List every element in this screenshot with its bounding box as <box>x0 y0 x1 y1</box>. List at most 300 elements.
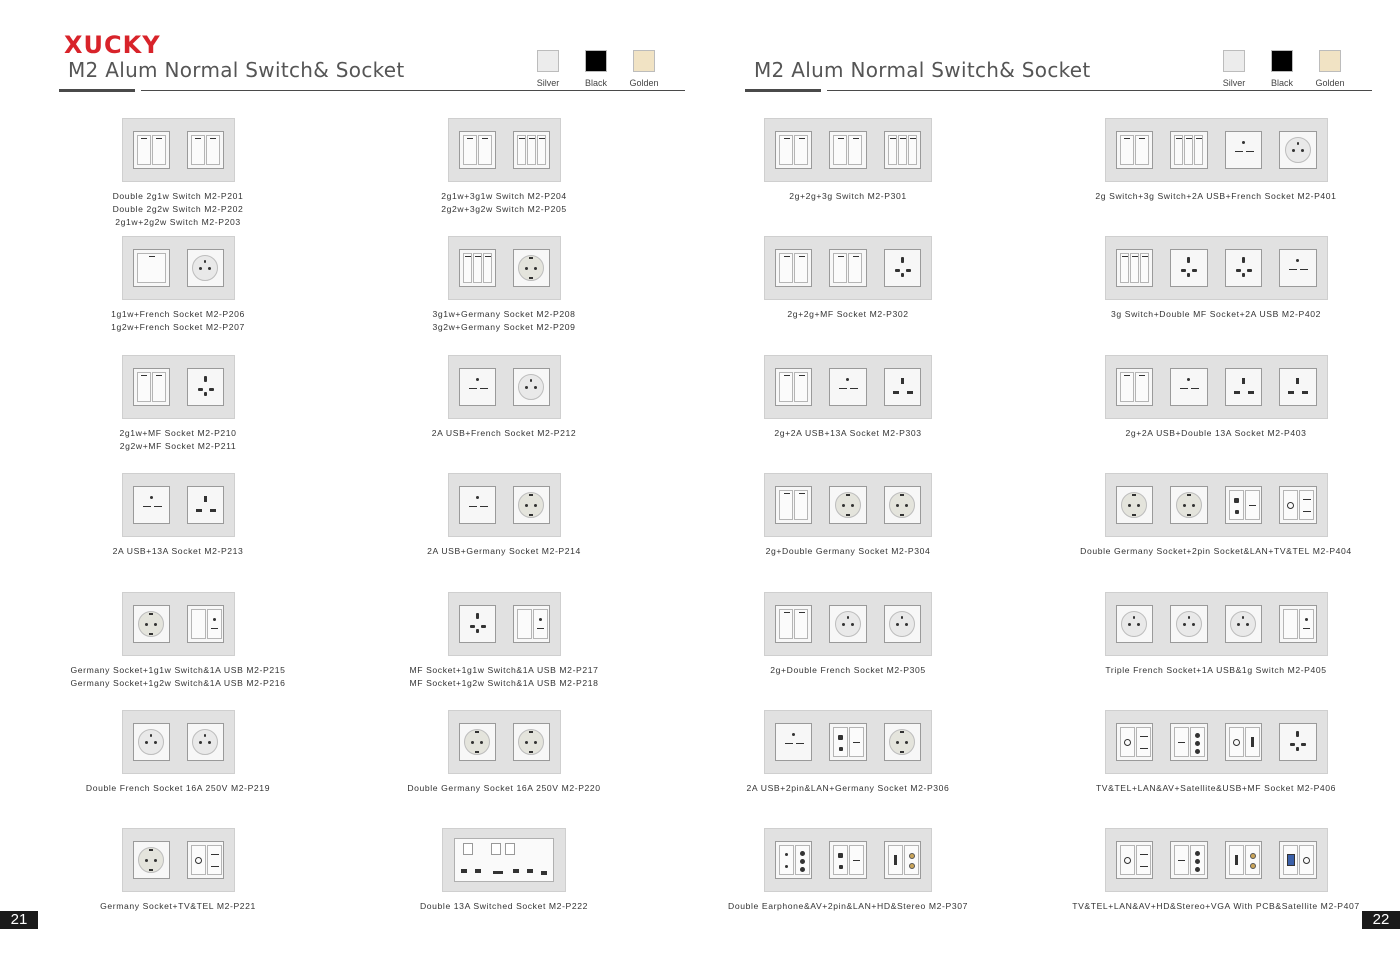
product-image <box>448 236 561 300</box>
swatch-label: Golden <box>629 78 659 88</box>
product-item <box>13 828 343 913</box>
pin <box>1128 623 1131 626</box>
pin <box>1183 504 1186 507</box>
pin <box>1187 494 1191 496</box>
rocker <box>1283 609 1298 639</box>
pin <box>1192 504 1195 507</box>
socket-face <box>1285 137 1311 163</box>
module-sw2 <box>775 368 812 406</box>
product-item <box>683 710 1013 795</box>
rocker <box>137 372 151 402</box>
product-image <box>764 236 932 300</box>
pin <box>1132 494 1136 496</box>
pin <box>847 616 849 619</box>
pin <box>1242 141 1245 144</box>
pin <box>1251 737 1254 747</box>
pin <box>156 138 162 139</box>
pin <box>476 496 479 499</box>
swatch-chip <box>1319 50 1341 72</box>
product-image <box>442 828 566 892</box>
rocker <box>517 609 532 639</box>
module-mf <box>1279 723 1317 761</box>
pin <box>799 256 805 257</box>
module-pinlan <box>829 723 866 761</box>
color-swatches <box>524 50 668 88</box>
product-image <box>764 710 932 774</box>
module-sw2 <box>775 605 812 643</box>
module-hdst <box>1225 841 1263 879</box>
pin <box>792 733 795 736</box>
pin <box>482 138 488 139</box>
module-de <box>513 486 550 524</box>
pin <box>1176 138 1182 139</box>
pin <box>534 386 537 389</box>
pin <box>1234 498 1239 503</box>
rocker <box>1299 490 1314 520</box>
pin <box>1128 504 1131 507</box>
product-item <box>1051 473 1381 558</box>
pin <box>469 388 477 389</box>
pin <box>785 865 788 868</box>
pin <box>1187 273 1190 277</box>
module-sw2 <box>775 131 812 169</box>
pin <box>893 391 899 394</box>
product-caption-line: 2A USB+2pin&LAN+Germany Socket M2-P306 <box>746 783 950 793</box>
pin <box>1178 742 1185 743</box>
pin <box>1183 623 1186 626</box>
module-de <box>1116 486 1154 524</box>
product-caption-line: 2g+Double Germany Socket M2-P304 <box>765 546 931 556</box>
rocker <box>848 135 862 165</box>
pin <box>529 514 533 516</box>
socket-face <box>464 729 490 755</box>
rocker <box>152 372 166 402</box>
pin <box>141 138 147 139</box>
product-caption <box>766 545 931 558</box>
pin <box>799 138 805 139</box>
pin <box>476 613 479 619</box>
pin <box>1192 269 1197 272</box>
swatch-chip <box>633 50 655 72</box>
rocker <box>537 135 546 165</box>
module-pinlan <box>829 841 866 879</box>
product-item <box>339 710 669 795</box>
product-caption-line: 2g2w+3g2w Switch M2-P205 <box>441 204 567 214</box>
product-caption <box>728 900 968 913</box>
pin <box>481 625 486 628</box>
product-caption-line: 2g Switch+3g Switch+2A USB+French Socket M2-P401 <box>1095 191 1337 201</box>
pin <box>525 504 528 507</box>
rocker <box>833 845 848 875</box>
module-fr <box>829 605 866 643</box>
product-caption <box>407 782 600 795</box>
module-usb <box>775 723 812 761</box>
page-title: M2 Alum Normal Switch& Socket <box>754 58 1091 82</box>
pin <box>838 256 844 257</box>
rocker <box>1120 372 1134 402</box>
product-image <box>764 118 932 182</box>
product-caption-line: Double 13A Switched Socket M2-P222 <box>419 901 588 911</box>
module-tvtel <box>1279 486 1317 524</box>
rocker <box>207 845 222 875</box>
module-tvtel <box>187 841 224 879</box>
title-rule <box>141 90 685 91</box>
product-image <box>122 118 235 182</box>
product-caption-line: 3g Switch+Double MF Socket+2A USB M2-P402 <box>1111 309 1321 319</box>
rocker <box>794 490 808 520</box>
swatch-silver <box>524 50 572 88</box>
pin <box>461 869 467 873</box>
module-sw2 <box>1116 131 1154 169</box>
pin <box>1178 860 1185 861</box>
swatch-black <box>1258 50 1306 88</box>
rocker <box>904 845 919 875</box>
product-item <box>1051 828 1381 913</box>
pin <box>1303 511 1311 512</box>
pin <box>150 496 153 499</box>
rocker <box>1135 372 1149 402</box>
pin <box>529 751 533 753</box>
product-image <box>1105 473 1328 537</box>
rocker <box>191 135 205 165</box>
pin <box>1124 138 1130 139</box>
pin <box>905 504 908 507</box>
module-tvtel <box>1116 723 1154 761</box>
module-de <box>133 841 170 879</box>
pin <box>1140 748 1148 749</box>
coax-port <box>1124 739 1131 746</box>
pin <box>480 506 488 507</box>
pin <box>471 741 474 744</box>
pin <box>149 256 155 257</box>
module-sw2 <box>1116 368 1154 406</box>
pin <box>900 514 904 516</box>
page-number: 22 <box>1362 911 1400 929</box>
pin <box>199 741 202 744</box>
module-usb <box>133 486 170 524</box>
pin <box>493 871 503 874</box>
product-image <box>1105 355 1328 419</box>
swatch-chip <box>585 50 607 72</box>
rocker <box>779 372 793 402</box>
pin <box>198 388 203 391</box>
pin <box>901 378 904 384</box>
pin <box>900 494 904 496</box>
product-caption <box>1096 782 1336 795</box>
pin <box>149 849 153 851</box>
pin <box>196 509 202 512</box>
pin <box>1187 378 1190 381</box>
socket-face <box>889 729 915 755</box>
rocker <box>1283 845 1298 875</box>
pin <box>1242 257 1245 263</box>
module-uk <box>884 368 921 406</box>
pin <box>799 375 805 376</box>
vga-port <box>1287 854 1295 866</box>
pin <box>1297 142 1299 145</box>
pin <box>210 138 216 139</box>
pin <box>838 138 844 139</box>
pin <box>537 628 544 629</box>
rocker <box>1136 845 1151 875</box>
switch-rocker <box>463 843 473 855</box>
rocker <box>848 253 862 283</box>
pin <box>1303 499 1311 500</box>
swatch-label: Black <box>584 78 607 88</box>
module-uk <box>1279 368 1317 406</box>
module-de <box>133 605 170 643</box>
rocker <box>1120 135 1134 165</box>
module-swusb <box>513 605 550 643</box>
rocker <box>1245 490 1260 520</box>
product-caption-line: 1g1w+French Socket M2-P206 <box>111 309 245 319</box>
product-caption-line: Germany Socket+TV&TEL M2-P221 <box>100 901 256 911</box>
pin <box>1242 616 1244 619</box>
pin <box>784 612 790 613</box>
pin <box>529 277 533 279</box>
page-title: M2 Alum Normal Switch& Socket <box>68 58 405 82</box>
pin <box>1122 256 1128 257</box>
pin <box>842 623 845 626</box>
switch-rocker <box>505 843 515 855</box>
right-page <box>700 0 1400 956</box>
product-caption <box>787 308 908 321</box>
product-caption <box>1072 900 1360 913</box>
module-de <box>1170 486 1208 524</box>
pin <box>1195 733 1200 738</box>
pin <box>851 623 854 626</box>
product-caption-line: Double Germany Socket 16A 250V M2-P220 <box>407 783 601 793</box>
product-caption-line: MF Socket+1g2w Switch&1A USB M2-P218 <box>409 678 599 688</box>
rocker <box>483 253 492 283</box>
pin <box>145 741 148 744</box>
product-caption <box>113 545 244 558</box>
rocker <box>1120 845 1135 875</box>
pin <box>838 853 843 858</box>
pin <box>525 267 528 270</box>
product-item <box>13 355 343 453</box>
product-caption-line: 2g+2g+MF Socket M2-P302 <box>787 309 909 319</box>
product-image <box>122 355 235 419</box>
pin <box>1195 859 1200 864</box>
pin <box>896 741 899 744</box>
pin <box>1191 388 1199 389</box>
rocker <box>191 845 206 875</box>
rocker <box>1229 845 1244 875</box>
pin <box>1296 731 1299 737</box>
rocker <box>1174 727 1189 757</box>
product-item <box>683 118 1013 203</box>
product-item <box>339 118 669 216</box>
pin <box>204 496 207 502</box>
rocker <box>152 135 166 165</box>
pin <box>784 375 790 376</box>
product-item <box>339 592 669 690</box>
pin <box>470 625 475 628</box>
pin <box>1132 256 1138 257</box>
rocker <box>1136 727 1151 757</box>
pin <box>1296 378 1299 384</box>
pin <box>204 376 207 382</box>
pin <box>1249 505 1256 506</box>
pin <box>842 504 845 507</box>
pin <box>1248 391 1254 394</box>
pin <box>900 751 904 753</box>
pin <box>1140 854 1148 855</box>
module-fr <box>1170 605 1208 643</box>
product-caption <box>1111 308 1321 321</box>
product-caption-line: 1g2w+French Socket M2-P207 <box>111 322 245 332</box>
pin <box>784 138 790 139</box>
product-caption-line: 2g+2A USB+13A Socket M2-P303 <box>774 428 922 438</box>
rocker <box>1229 490 1244 520</box>
pin <box>1296 259 1299 262</box>
module-sw3 <box>884 131 921 169</box>
pin <box>853 860 860 861</box>
product-caption-line: Double Germany Socket+2pin Socket&LAN+TV&TEL M2-P404 <box>1080 546 1352 556</box>
product-caption <box>441 190 566 216</box>
product-item <box>339 828 669 913</box>
module-uk <box>1225 368 1263 406</box>
pin <box>204 392 207 396</box>
stereo-port <box>909 853 915 859</box>
product-image <box>1105 236 1328 300</box>
product-item <box>1051 118 1381 203</box>
product-image <box>764 592 932 656</box>
product-image <box>448 118 561 182</box>
pin <box>896 504 899 507</box>
product-caption <box>1105 664 1326 677</box>
socket-face <box>1121 611 1147 637</box>
rocker <box>888 135 897 165</box>
product-item <box>683 355 1013 440</box>
pin <box>838 735 843 740</box>
product-caption-line: TV&TEL+LAN&AV+HD&Stereo+VGA With PCB&Satellite M2-P407 <box>1072 901 1360 911</box>
swatch-label: Silver <box>536 78 560 88</box>
product-caption <box>1080 545 1352 558</box>
pin <box>800 867 805 872</box>
pin <box>143 506 151 507</box>
pin <box>901 273 904 277</box>
pin <box>900 731 904 733</box>
product-image <box>1105 828 1328 892</box>
pin <box>210 509 216 512</box>
pin <box>910 138 916 139</box>
socket-face <box>138 611 164 637</box>
product-item <box>683 236 1013 321</box>
product-caption <box>1095 190 1336 203</box>
pin <box>476 629 479 633</box>
pin <box>1235 510 1239 514</box>
module-mf <box>884 249 921 287</box>
pin <box>1237 623 1240 626</box>
rocker <box>833 727 848 757</box>
pin <box>799 493 805 494</box>
pin <box>539 618 542 621</box>
product-caption-line: 3g2w+Germany Socket M2-P209 <box>432 322 576 332</box>
pin <box>1301 743 1306 746</box>
pin <box>1140 736 1148 737</box>
title-rule <box>827 90 1372 91</box>
product-caption <box>432 427 577 440</box>
module-de <box>884 723 921 761</box>
pin <box>890 138 896 139</box>
pin <box>906 269 911 272</box>
socket-face <box>138 847 164 873</box>
module-swusb <box>1279 605 1317 643</box>
pin <box>145 859 148 862</box>
pin <box>905 623 908 626</box>
rocker <box>137 253 166 283</box>
pin <box>541 871 547 875</box>
module-mf <box>1170 249 1208 287</box>
pin <box>475 256 481 257</box>
module-sw2 <box>133 368 170 406</box>
swatch-black <box>572 50 620 88</box>
rocker <box>191 609 206 639</box>
product-image <box>122 710 235 774</box>
product-caption-line: MF Socket+1g1w Switch&1A USB M2-P217 <box>409 665 599 675</box>
color-swatches <box>1210 50 1354 88</box>
pin <box>209 388 214 391</box>
pin <box>1181 269 1186 272</box>
pin <box>154 859 157 862</box>
rocker <box>779 845 794 875</box>
pin <box>1139 375 1145 376</box>
product-caption <box>747 782 950 795</box>
module-fr <box>187 249 224 287</box>
product-image <box>764 355 932 419</box>
socket-face <box>518 255 544 281</box>
rocker <box>206 135 220 165</box>
pin <box>475 731 479 733</box>
rocker <box>1190 845 1205 875</box>
rocker <box>795 845 810 875</box>
socket-face <box>192 255 218 281</box>
rocker <box>849 845 864 875</box>
socket-face <box>835 611 861 637</box>
pin <box>534 504 537 507</box>
pin <box>1302 391 1308 394</box>
pin <box>530 379 532 382</box>
product-image <box>122 828 235 892</box>
module-sw3 <box>1116 249 1154 287</box>
pin <box>1246 151 1254 152</box>
product-caption-line: 2g2w+MF Socket M2-P211 <box>119 441 237 451</box>
pin <box>195 138 201 139</box>
pin <box>1292 149 1295 152</box>
module-usb <box>459 486 496 524</box>
socket-face <box>138 729 164 755</box>
product-item <box>1051 236 1381 321</box>
pin <box>1192 623 1195 626</box>
product-image <box>122 592 235 656</box>
pin <box>519 138 525 139</box>
pin <box>204 734 206 737</box>
pin <box>141 375 147 376</box>
product-caption <box>420 900 588 913</box>
rocker <box>527 135 536 165</box>
pin <box>525 741 528 744</box>
pin <box>1290 743 1295 746</box>
pin <box>1235 855 1238 865</box>
stereo-port <box>1250 863 1256 869</box>
pin <box>785 743 793 744</box>
socket-face <box>889 492 915 518</box>
pin <box>1137 504 1140 507</box>
product-item <box>683 592 1013 677</box>
product-caption-line: 2g+2g+3g Switch M2-P301 <box>789 191 907 201</box>
